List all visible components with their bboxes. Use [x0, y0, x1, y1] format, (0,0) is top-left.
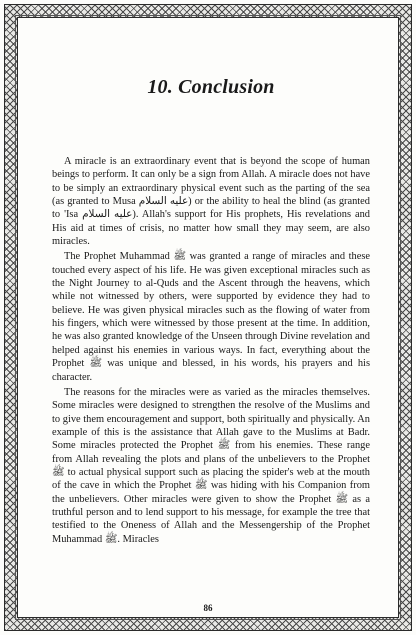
paragraph: The reasons for the miracles were as varied as the miracles themselves. Some miracles were designed to strengthen the resolve of the Muslims and to give them encouragement and support, both spiritually and physically. An example of this is the assistance that Allah gave to the Muslims at Badr. Some miracles protected the Prophet ﷺ from his enemies. These range from Allah revealing the plots and plans of the unbelievers to the Prophet ﷺ to actual physical support such as placing the spider's web at the mouth of the cave in which the Prophet ﷺ was hiding with his Companion from the unbelievers. Other miracles were given to show the Prophet ﷺ as a truthful person and to lend support to his message, for example the tree that testified to the Oneness of Allah and the Messengership of the Prophet Muhammad ﷺ. Miracles	[52, 386, 370, 545]
page-content	[52, 76, 370, 548]
paragraph: The Prophet Muhammad ﷺ was granted a range of miracles and these touched every aspect of his life. He was given exceptional miracles such as the Night Journey to al-Quds and the Ascent through the heavens, which while not witnessed by others, were supported by evidence they had to believe. He was given physical miracles such as the flowing of water from his fingers, which were witnessed by those present at the time. In addition, he was also granted knowledge of the Unseen through Divine revelation and helped against his enemies in various ways. In fact, everything about the Prophet ﷺ was unique and blessed, in his words, his prayers and his character.	[52, 251, 370, 383]
chapter-title: 10. Conclusion	[147, 76, 275, 98]
page-number: 86	[203, 603, 213, 613]
paragraph: A miracle is an extraordinary event that is beyond the scope of human beings to perform. It can only be a sign from Allah. A miracle does not have to be simply an extraordinary physical event such as the parting of the sea (as granted to Musa عليه السلام) or the ability to heal the blind (as granted to 'Isa عليه السلام). Allah's support for His prophets, His revelations and His aid at times of crisis, no matter how small they may seem, are also miracles.	[52, 156, 370, 248]
